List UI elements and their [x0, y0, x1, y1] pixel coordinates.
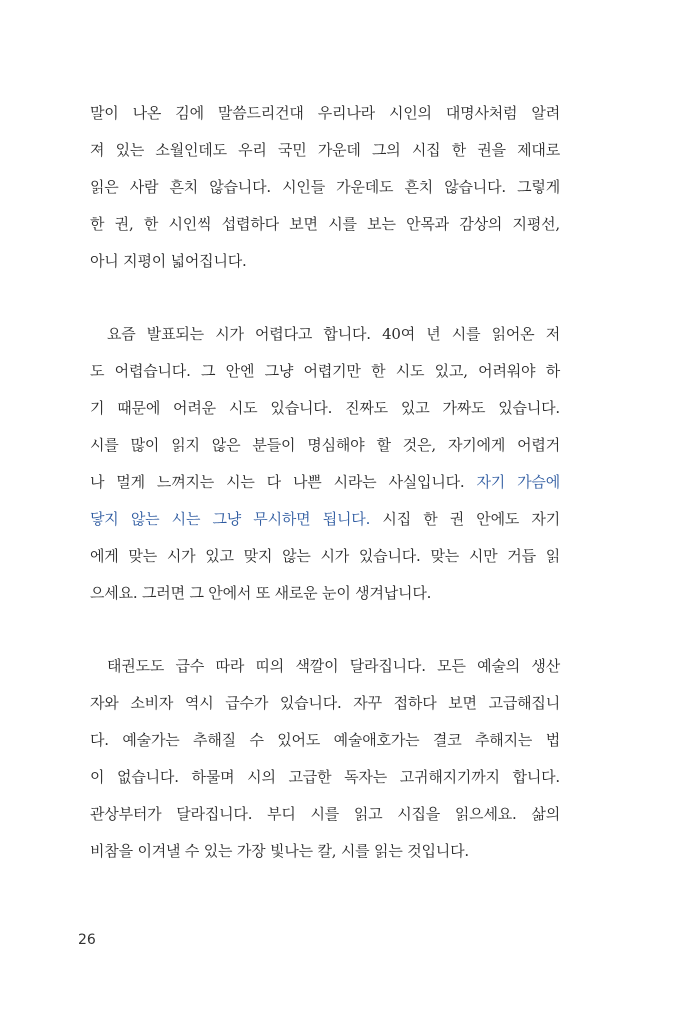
text-line: 시를 많이 읽지 않은 분들이 명심해야 할 것은, 자기에게 어렵거 [90, 436, 560, 455]
paragraph [90, 95, 560, 279]
text-line: 자와 소비자 역시 급수가 있습니다. 자꾸 접하다 보면 고급해집니 [90, 694, 560, 713]
text-line: 말이 나온 김에 말씀드리건대 우리나라 시인의 대명사처럼 알려 [90, 104, 560, 122]
highlighted-text: 자기 가슴에 [476, 472, 560, 491]
text-line: 이 없습니다. 하물며 시의 고급한 독자는 고귀해지기까지 합니다. [90, 768, 560, 787]
text-line: 태권도도 급수 따라 띠의 색깔이 달라집니다. 모든 예술의 생산 [107, 657, 560, 676]
paragraph-gap [90, 611, 560, 648]
paragraph-gap [90, 279, 560, 316]
body-text [90, 95, 560, 870]
text-line: 비참을 이겨낼 수 있는 가장 빛나는 칼, 시를 읽는 것입니다. [90, 841, 469, 860]
text-line: 기 때문에 어려운 시도 있습니다. 진짜도 있고 가짜도 있습니다. [90, 399, 560, 418]
text-line: 나 멀게 느껴지는 시는 다 나쁜 시라는 사실입니다. 자기 가슴에 [90, 472, 560, 491]
text-line: 한 권, 한 시인씩 섭렵하다 보면 시를 보는 안목과 감상의 지평선, [90, 214, 560, 233]
text-line: 도 어렵습니다. 그 안엔 그냥 어렵기만 한 시도 있고, 어려워야 하 [90, 362, 560, 381]
text-line: 다. 예술가는 추해질 수 있어도 예술애호가는 결코 추해지는 법 [90, 731, 560, 750]
highlighted-text: 닿지 않는 시는 그냥 무시하면 됩니다. [90, 509, 371, 528]
text-line: 아니 지평이 넓어집니다. [90, 251, 247, 270]
text-line: 읽은 사람 흔치 않습니다. 시인들 가운데도 흔치 않습니다. 그렇게 [90, 177, 560, 196]
text-line: 져 있는 소월인데도 우리 국민 가운데 그의 시집 한 권을 제대로 [90, 140, 560, 159]
page-number: 26 [78, 932, 96, 948]
text-line: 관상부터가 달라집니다. 부디 시를 읽고 시집을 읽으세요. 삶의 [90, 804, 560, 823]
text-line: 요즘 발표되는 시가 어렵다고 합니다. 40여 년 시를 읽어온 저 [107, 325, 560, 344]
paragraph [90, 316, 560, 611]
text-line: 닿지 않는 시는 그냥 무시하면 됩니다. 시집 한 권 안에도 자기 [90, 509, 560, 528]
text-line: 으세요. 그러면 그 안에서 또 새로운 눈이 생겨납니다. [90, 583, 432, 602]
text-line: 에게 맞는 시가 있고 맞지 않는 시가 있습니다. 맞는 시만 거듭 읽 [90, 546, 560, 565]
paragraph [90, 648, 560, 869]
